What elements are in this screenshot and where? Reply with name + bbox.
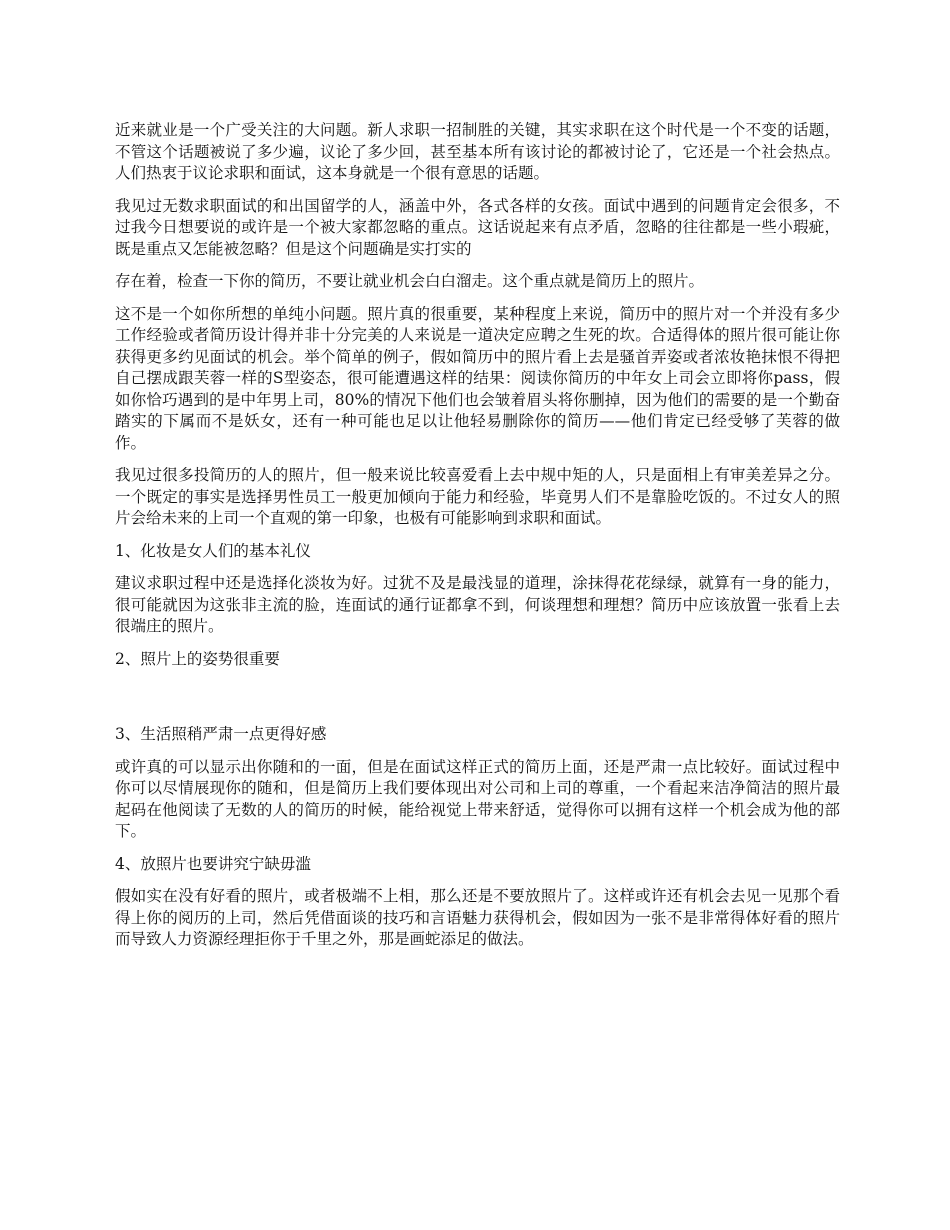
paragraph-observation: 我见过无数求职面试的和出国留学的人，涵盖中外，各式各样的女孩。面试中遇到的问题肯定会很多，不过我今日想要说的或许是一个被大家都忽略的重点。这话说起来有点矛盾，忽略的往往都是一些小瑕疵，既是重点又怎能被忽略？但是这个问题确是实打实的	[115, 196, 840, 258]
paragraph-key-point: 存在着，检查一下你的简历，不要让就业机会白白溜走。这个重点就是简历上的照片。	[115, 272, 705, 290]
paragraph-photo-importance: 这不是一个如你所想的单纯小问题。照片真的很重要，某种程度上来说，简历中的照片对一个并没有多少工作经验或者简历设计得并非十分完美的人来说是一道决定应聘之生死的坎。合适得体的照片很可能让你获得更多约见面试的机会。举个简单的例子，假如简历中的照片看上去是骚首弄姿或者浓妆艳抹恨不得把自己摆成跟芙蓉一样的S型姿态，很可能遭遇这样的结果：阅读你简历的中年女上司会立即将你pass，假如你恰巧遇到的是中年男上司，80%的情况下他们也会皱着眉头将你删掉，因为他们的需要的是一个勤奋踏实的下属而不是妖女，还有一种可能也足以让他轻易删除你的简历——他们肯定已经受够了芙蓉的做作。	[115, 304, 840, 452]
section-heading-pose: 2、照片上的姿势很重要	[115, 649, 280, 668]
paragraph-makeup: 建议求职过程中还是选择化淡妆为好。过犹不及是最浅显的道理，涂抹得花花绿绿，就算有一身的能力，很可能就因为这张非主流的脸，连面试的通行证都拿不到，何谈理想和理想？简历中应该放置一张看上去很端庄的照片。	[115, 574, 840, 635]
paragraph-no-photo: 假如实在没有好看的照片，或者极端不上相，那么还是不要放照片了。这样或许还有机会去见一见那个看得上你的阅历的上司，然后凭借面谈的技巧和言语魅力获得机会，假如因为一张不是非常得体好看的照片而导致人力资源经理拒你于千里之外，那是画蛇添足的做法。	[115, 887, 840, 948]
paragraph-serious-photo: 或许真的可以显示出你随和的一面，但是在面试这样正式的简历上面，还是严肃一点比较好。面试过程中你可以尽情展现你的随和，但是简历上我们要体现出对公司和上司的尊重，一个看起来洁净简洁的照片最起码在他阅读了无数的人的简历的时候，能给视觉上带来舒适，觉得你可以拥有这样一个机会成为他的部下。	[115, 757, 840, 840]
blank-gap	[115, 681, 840, 724]
section-heading-serious-photo: 3、生活照稍严肃一点更得好感	[115, 725, 327, 743]
section-heading-no-photo: 4、放照片也要讲究宁缺毋滥	[115, 854, 311, 873]
document-page	[115, 120, 840, 962]
section-heading-makeup: 1、化妆是女人们的基本礼仪	[115, 541, 311, 560]
paragraph-photo-preference: 我见过很多投简历的人的照片，但一般来说比较喜爱看上去中规中矩的人，只是面相上有审美差异之分。一个既定的事实是选择男性员工一般更加倾向于能力和经验，毕竟男人们不是靠脸吃饭的。不过女人的照片会给未来的上司一个直观的第一印象，也极有可能影响到求职和面试。	[115, 466, 840, 527]
paragraph-intro: 近来就业是一个广受关注的大问题。新人求职一招制胜的关键，其实求职在这个时代是一个不变的话题，不管这个话题被说了多少遍，议论了多少回，甚至基本所有该讨论的都被讨论了，它还是一个社会热点。人们热衷于议论求职和面试，这本身就是一个很有意思的话题。	[115, 121, 840, 182]
